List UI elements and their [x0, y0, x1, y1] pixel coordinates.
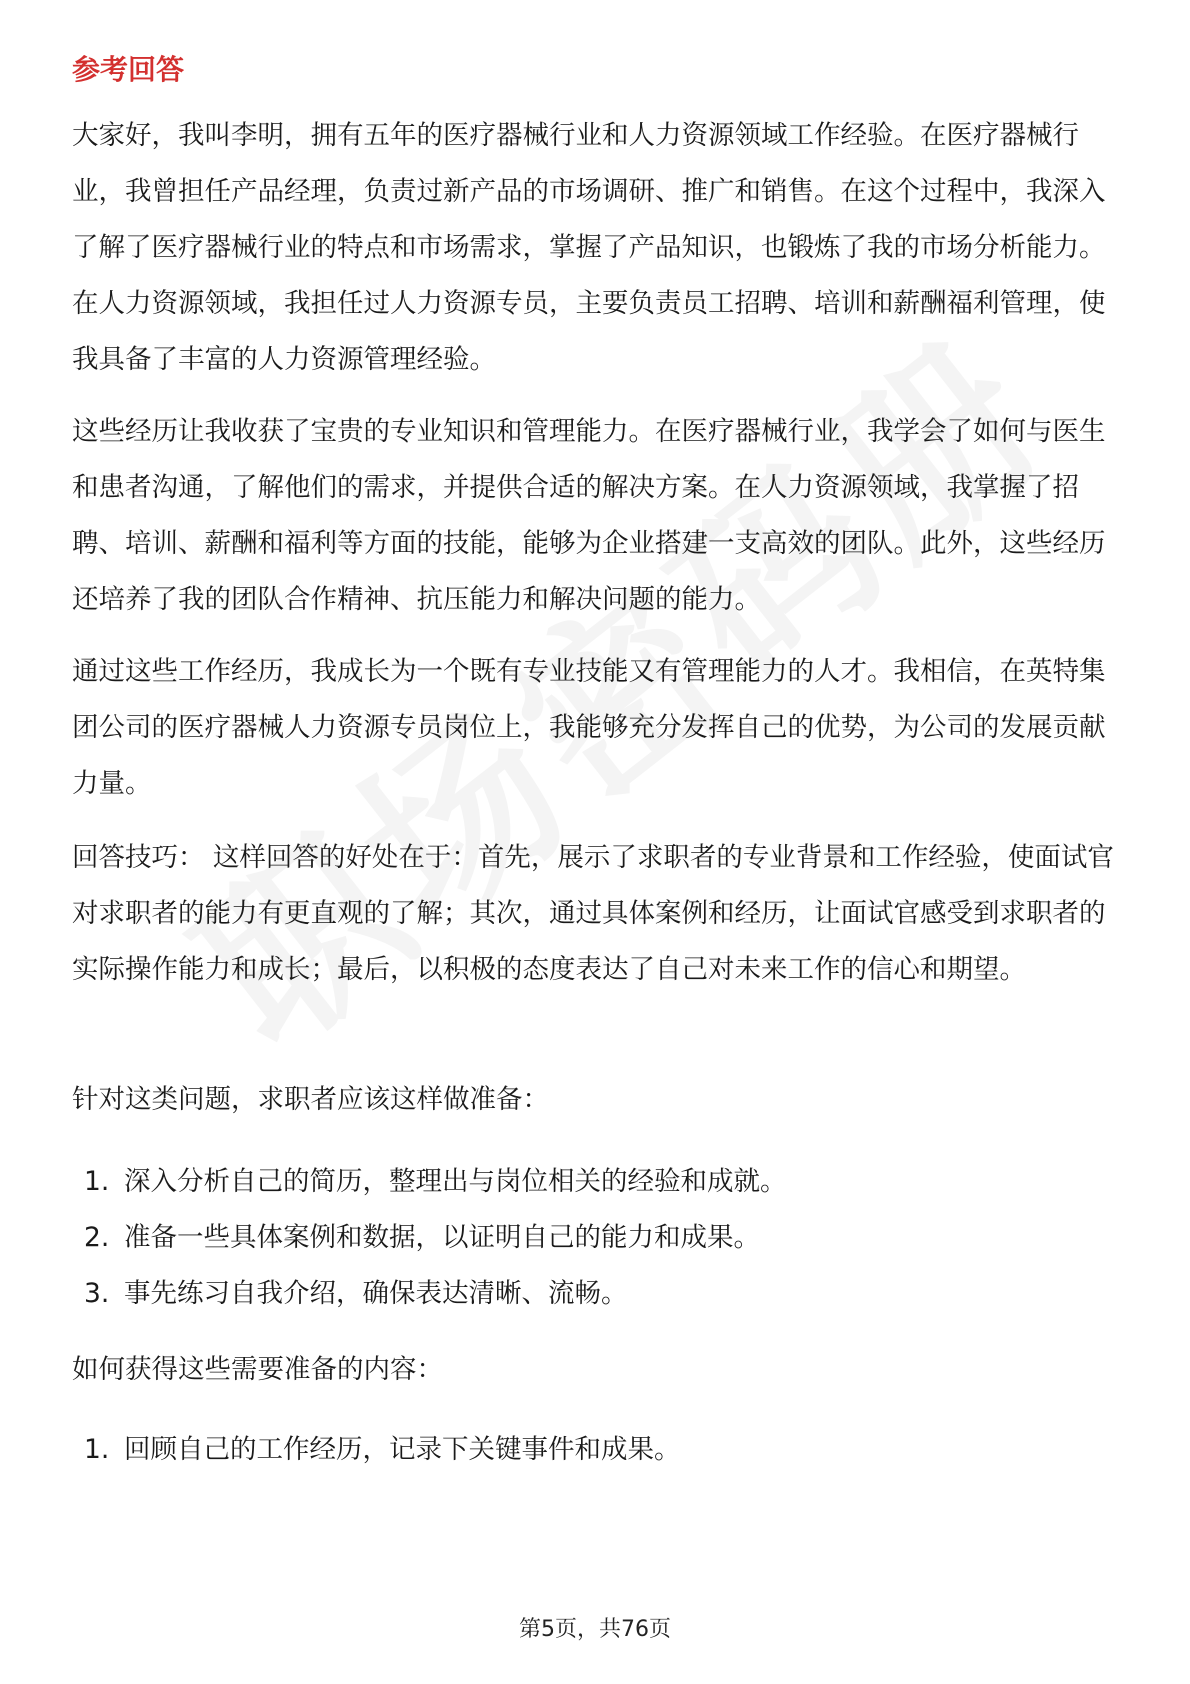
prep-intro: 针对这类问题，求职者应该这样做准备： [72, 1084, 549, 1115]
section-heading: 参考回答 [72, 53, 185, 86]
list-item: 2. 准备一些具体案例和数据，以证明自己的能力和成果。 [84, 1222, 760, 1253]
list-item: 3. 事先练习自我介绍，确保表达清晰、流畅。 [84, 1278, 628, 1309]
tips-paragraph: 回答技巧： 这样回答的好处在于：首先，展示了求职者的专业背景和工作经验，使面试官对求职者的能力有更直观的了解；其次，通过具体案例和经历，让面试官感受到求职者的实际操作能力和成长；最后，以积极的态度表达了自己对未来工作的信心和期望。 [72, 842, 1114, 985]
answer-paragraph-1: 大家好，我叫李明，拥有五年的医疗器械行业和人力资源领域工作经验。在医疗器械行业，我曾担任产品经理，负责过新产品的市场调研、推广和销售。在这个过程中，我深入了解了医疗器械行业的特点和市场需求，掌握了产品知识，也锻炼了我的市场分析能力。在人力资源领域，我担任过人力资源专员，主要负责员工招聘、培训和薪酬福利管理，使我具备了丰富的人力资源管理经验。 [72, 120, 1106, 375]
how-heading: 如何获得这些需要准备的内容： [72, 1354, 443, 1385]
answer-paragraph-2: 这些经历让我收获了宝贵的专业知识和管理能力。在医疗器械行业，我学会了如何与医生和患者沟通，了解他们的需求，并提供合适的解决方案。在人力资源领域，我掌握了招聘、培训、薪酬和福利等方面的技能，能够为企业搭建一支高效的团队。此外，这些经历还培养了我的团队合作精神、抗压能力和解决问题的能力。 [72, 416, 1106, 615]
answer-paragraph-3: 通过这些工作经历，我成长为一个既有专业技能又有管理能力的人才。我相信，在英特集团公司的医疗器械人力资源专员岗位上，我能够充分发挥自己的优势，为公司的发展贡献力量。 [72, 656, 1106, 799]
prep-list [84, 1154, 1114, 1322]
how-list [84, 1422, 1114, 1478]
list-item: 1. 回顾自己的工作经历，记录下关键事件和成果。 [84, 1434, 681, 1465]
list-item: 1. 深入分析自己的简历，整理出与岗位相关的经验和成就。 [84, 1166, 787, 1197]
page-number: 第5页，共76页 [519, 1617, 671, 1642]
